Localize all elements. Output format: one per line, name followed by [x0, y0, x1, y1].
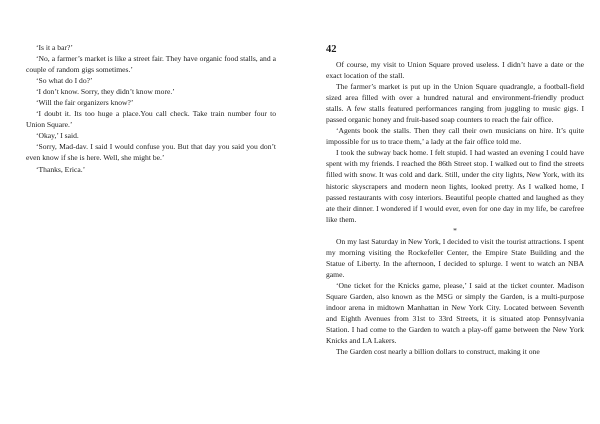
- paragraph: ‘I doubt it. Its too huge a place.You call check. Take train number four to Union Square.’: [26, 109, 276, 130]
- left-page-text: [26, 42, 276, 175]
- paragraph: ‘Sorry, Mad-dav. I said I would confuse you. But that day you said you don’t even know if she is here. Well, she might be.’: [26, 142, 276, 163]
- paragraph: I took the subway back home. I felt stupid. I had wasted an evening I could have spent with my friends. I reached the 86th Street stop. I walked out to find the streets filled with snow. It was cold and dark. Still, under the city lights, New York, with its historic skyscrapers and modern neon lights, looked pretty. As I walked home, I passed restaurants with cosy interiors. Beautiful people chatted and laughed as they ate their dinner. I wondered if I would ever, even for one day in my life, be carefree like them.: [326, 148, 584, 224]
- paragraph: The farmer’s market is put up in the Union Square quadrangle, a football-field sized area filled with over a hundred natural and environment-friendly product stalls. A few stalls featured performances ranging from juggling to music gigs. I passed organic honey and fruit-based soap counters to reach the fair office.: [326, 82, 584, 125]
- right-page-text: [326, 59, 584, 357]
- scene-separator: *: [453, 225, 457, 235]
- paragraph: ‘Okay,’ I said.: [36, 131, 79, 141]
- paragraph: ‘Will the fair organizers know?’: [36, 98, 134, 108]
- chapter-number: 42: [326, 44, 337, 55]
- paragraph: ‘One ticket for the Knicks game, please,’ I said at the ticket counter. Madison Square Garden, also known as the MSG or simply the Garden, is a multi-purpose indoor arena in midtown Manhattan in New York City. Located between Seventh and Eighth Avenues from 31st to 33rd Streets, it is situated atop Pennsylvania Station. I had come to the Garden to watch a play-off game between the New York Knicks and LA Lakers.: [326, 280, 584, 346]
- paragraph: ‘Is it a bar?’: [36, 43, 73, 52]
- paragraph: ‘Agents book the stalls. Then they call their own musicians on hire. It’s quite impossible for us to trace them,’ a lady at the fair office told me.: [326, 126, 584, 147]
- paragraph: ‘No, a farmer’s market is like a street fair. They have organic food stalls, and a couple of random gigs sometimes.’: [26, 54, 276, 75]
- paragraph: The Garden cost nearly a billion dollars to construct, making it one: [336, 347, 540, 357]
- paragraph: ‘I don’t know. Sorry, they didn’t know more.’: [36, 87, 175, 97]
- paragraph: ‘So what do I do?’: [36, 76, 93, 86]
- paragraph: On my last Saturday in New York, I decided to visit the tourist attractions. I spent my morning visiting the Rockefeller Center, the Empire State Building and the Statue of Liberty. In the afternoon, I decided to splurge. I went to watch an NBA game.: [326, 236, 584, 279]
- paragraph: Of course, my visit to Union Square proved useless. I didn’t have a date or the exact location of the stall.: [326, 60, 584, 81]
- paragraph: ‘Thanks, Erica.’: [36, 164, 86, 174]
